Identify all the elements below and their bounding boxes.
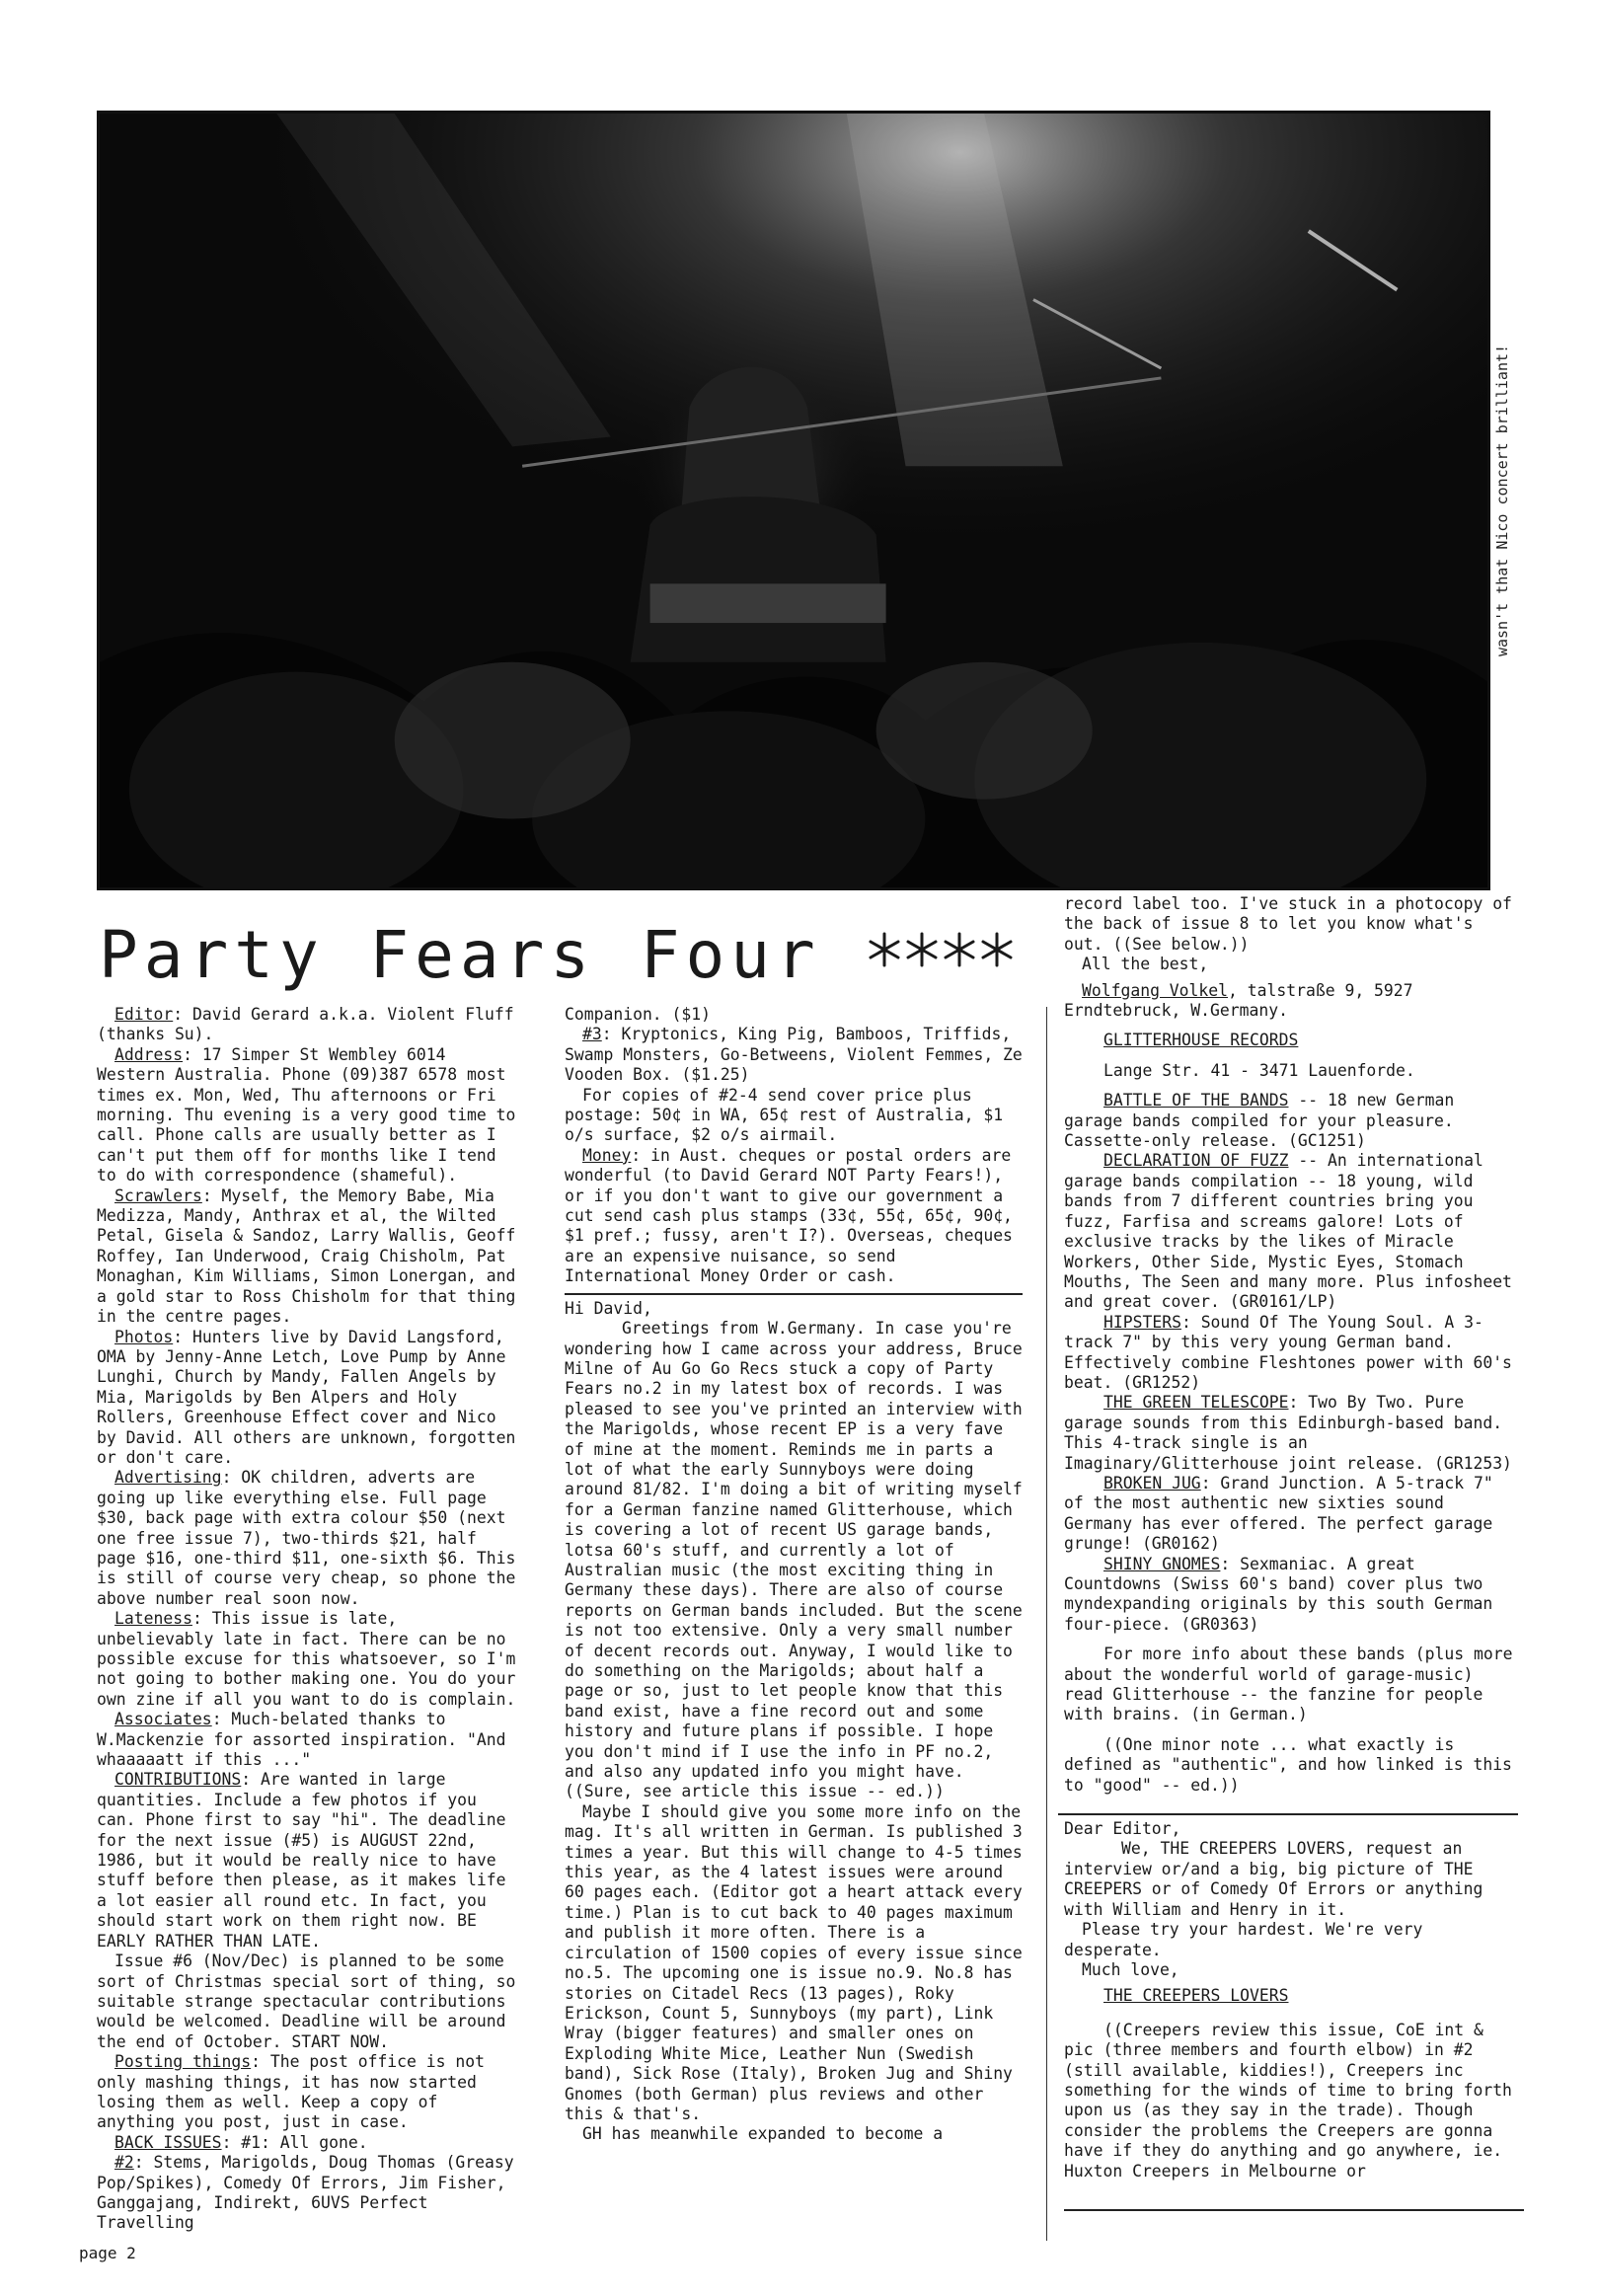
info-paragraph [97,1710,523,1770]
info-paragraph [97,2052,523,2133]
info-text: : Are wanted in large quantities. Include a few photos if you can. Phone first to say "hi". The deadline for the next issue (#5) is AUGUST 22nd, 1986, but it would be really nice to have stuff before then please, as it makes life a lot easier all round etc. In fact, you should start work on them right now. BE EARLY RATHER THAN LATE. [97,1770,506,1951]
release-entry [1064,1393,1518,1474]
bottom-rule [1064,2209,1524,2211]
release-entry [1064,1091,1518,1151]
spacer [1064,1021,1518,1031]
back-issue-text: For copies of #2-4 send cover price plus postage: 50¢ in WA, 65¢ rest of Australia, $1 o/s surface, $2 o/s airmail. [565,1085,1004,1145]
release-entry [1064,1151,1518,1312]
column-divider [1046,1007,1047,2241]
release-text: -- An international garage bands compilation -- 18 young, wild bands from 7 different countries bring you fuzz, Farfisa and screams galore! Lots of exclusive tracks by the likes of Miracle Workers, Other Side, Mystic Eyes, Stomach Mouths, The Seen and many more. Plus infosheet and great cover. (GR0161/LP) [1064,1151,1512,1312]
signature-address: , talstraße 9, 5927 Erndtebruck, W.Germany. [1064,980,1413,1021]
release-text: : Grand Junction. A 5-track 7" of the most authentic new sixties sound Germany has ever offered. The perfect garage grunge! (GR0162) [1064,1473,1493,1554]
back-issue-paragraph [565,1005,1023,1025]
column-glitterhouse-and-letters [1064,894,1518,2181]
release-text: : Sexmaniac. A great Countdowns (Swiss 60's band) cover plus two myndexpanding originals by this south German four-piece. (GR0363) [1064,1554,1493,1634]
info-text: Issue #6 (Nov/Dec) is planned to be some sort of Christmas special sort of thing, so suitable strange spectacular contributions would be welcomed. Deadline will be around the end of October. START NOW. [97,1952,516,2051]
info-paragraph [97,2153,523,2234]
spacer [1064,1081,1518,1091]
column-back-issues-and-letter [565,1005,1023,2145]
release-title: BROKEN JUG [1103,1473,1201,1492]
section-rule [565,1293,1023,1295]
info-paragraph [97,1186,523,1328]
label-name: GLITTERHOUSE RECORDS [1103,1031,1299,1050]
spacer [1064,1796,1518,1805]
spacer [1064,1725,1518,1735]
rating-stars [867,922,1015,977]
spacer [1064,1635,1518,1645]
signature-name: Wolfgang Volkel [1082,980,1229,1000]
info-text: : OK children, adverts are going up like everything else. Full page $30, back page with extra colour $50 (next one free issue 7), two-thirds $21, half page $16, one-third $11, one-sixth $6. This is still of course very cheap, so phone the above number real soon now. [97,1468,516,1608]
page-number: page 2 [79,2244,136,2262]
letter-paragraph: Maybe I should give you some more info on the mag. It's all written in German. Is published 3 times a year. But this will change to 4-5 times this year, as the 4 latest issues were around 60 pages each. (Editor got a heart attack every time.) Plan is to cut back to 40 pages maximum and publish it more often. There is a circulation of 1500 copies of every issue since no.5. The upcoming one is issue no.9. No.8 has stories on Citadel Recs (13 pages), Roky Erickson, Count 5, Sunnyboys (my part), Link Wray (bigger features) and smaller ones on Exploding White Mice, Leather Nun (Swedish band), Sick Rose (Italy), Broken Jug and Shiny Gnomes (both German) plus reviews and other this & that's. [565,1801,1023,2123]
back-issue-paragraph [565,1086,1023,1146]
back-issue-label: #3 [582,1025,602,1044]
nico-concert-photo-image [100,114,1487,887]
info-text: : Myself, the Memory Babe, Mia Medizza, Mandy, Anthrax et al, the Wilted Petal, Gisela & Sandoz, Larry Wallis, Geoff Roffey, Ian Underwood, Craig Chisholm, Pat Monaghan, Kim Williams, Simon Lonergan, and a gold star to Ross Chisholm for that thing in the centre pages. [97,1186,516,1327]
letter-paragraph: THE CREEPERS LOVERS [1103,1986,1289,2006]
info-text: : Stems, Marigolds, Doug Thomas (Greasy Pop/Spikes), Comedy Of Errors, Jim Fisher, Ganggajang, Indirekt, 6UVS Perfect Travelling [97,2153,514,2233]
label-address: Lange Str. 41 - 3471 Lauenforde. [1103,1060,1415,1080]
info-paragraph [97,1005,523,1045]
page-title: Party Fears Four [99,917,821,993]
info-text: : David Gerard a.k.a. Violent Fluff (thanks Su). [97,1005,514,1044]
info-paragraph [97,1468,523,1609]
info-label: Advertising [114,1468,222,1488]
letter-paragraph: GH has meanwhile expanded to become a [582,2124,944,2144]
back-issue-paragraph [565,1146,1023,1287]
info-paragraph [97,1609,523,1710]
info-text: : 17 Simper St Wembley 6014 Western Australia. Phone (09)387 6578 most times ex. Mon, Wed, Thu afternoons or Fri morning. Thu evening is a very good time to call. Phone calls are usually better as I can't put them off for months like I tend to do with correspondence (shameful). [97,1044,516,1186]
info-label: Posting things [114,2052,252,2072]
release-title: DECLARATION OF FUZZ [1103,1151,1289,1171]
info-text: : Hunters live by David Langsford, OMA by Jenny-Anne Letch, Love Pump by Anne Lunghi, Church by Mandy, Fallen Angels by Mia, Marigolds by Ben Alpers and Holy Rollers, Greenhouse Effect cover and Nico by David. All others are unknown, forgotten or don't care. [97,1327,516,1467]
release-title: BATTLE OF THE BANDS [1103,1091,1289,1110]
release-title: HIPSTERS [1103,1312,1181,1332]
letter-paragraph: ((Creepers review this issue, CoE int & pic (three members and fourth elbow) in #2 (still available, kiddies!), Creepers inc something for the winds of time to bring forth upon us (as they say in the trade). Though consider the problems the Creepers are gonna have if they do anything and go anywhere, ie. Huxton Creepers in Melbourne or [1064,2020,1512,2181]
info-text: : The post office is not only mashing things, it has now started losing them as well. Keep a copy of anything you post, just in case. [97,2052,485,2132]
letter-paragraph: Much love, [1082,1959,1179,1979]
release-text: : Sound Of The Young Soul. A 3-track 7" by this very young German band. Effectively combine Fleshtones power with 60's beat. (GR1252) [1064,1312,1512,1392]
back-issue-text: : in Aust. cheques or postal orders are wonderful (to David Gerard NOT Party Fears!), or if you don't want to give our government a cut send cash plus stamps (33¢, 55¢, 65¢, 90¢, $1 pref.; fussy, aren't I?). Overseas, cheques are an expensive nuisance, so send International Money Order or cash. [565,1145,1013,1286]
release-entry [1064,1474,1518,1555]
letter-paragraph: record label too. I've stuck in a photocopy of the back of issue 8 to let you know what's out. ((See below.)) [1064,894,1512,954]
info-paragraph [97,1952,523,2052]
letter-paragraph: For more info about these bands (plus more about the wonderful world of garage-music) read Glitterhouse -- the fanzine for people with brains. (in German.) [1064,1645,1513,1724]
info-paragraph [97,1770,523,1952]
letter-paragraph: ((One minor note ... what exactly is defined as "authentic", and how linked is this to "good" -- ed.)) [1064,1734,1512,1795]
letter-paragraph: All the best, [1082,955,1209,974]
release-title: SHINY GNOMES [1103,1554,1221,1573]
concert-photo [97,111,1490,890]
letter-signature [1064,981,1518,1022]
info-text: : #1: All gone. [221,2132,368,2152]
spacer [1064,1051,1518,1061]
info-paragraph [97,1328,523,1469]
info-label: BACK ISSUES [114,2132,222,2152]
photo-caption: wasn't that Nico concert brilliant! [1493,344,1511,657]
release-text: : Two By Two. Pure garage sounds from this Edinburgh-based band. This 4-track single is an Imaginary/Glitterhouse joint release. (GR1253) [1064,1393,1512,1473]
release-entry [1064,1555,1518,1636]
section-rule [1058,1813,1518,1815]
info-label: CONTRIBUTIONS [114,1770,242,1790]
letter-paragraph: We, THE CREEPERS LOVERS, request an interview or/and a big, big picture of THE CREEPERS or of Comedy Of Errors or anything with William and Henry in it. [1064,1839,1483,1919]
info-label: Address [114,1044,184,1064]
back-issue-text: Companion. ($1) [565,1005,712,1024]
info-text: : This issue is late, unbelievably late in fact. There can be no possible excuse for this whatsoever, so I'm not going to bother making one. You do your own zine if all you want to do is complain. [97,1609,516,1709]
back-issue-label: Money [582,1145,632,1165]
release-title: THE GREEN TELESCOPE [1103,1393,1289,1413]
info-label: Associates [114,1710,212,1729]
info-label: #2 [114,2153,134,2173]
back-issue-paragraph [565,1025,1023,1085]
back-issue-text: : Kryptonics, King Pig, Bamboos, Triffids, Swamp Monsters, Go-Betweens, Violent Femmes, Ze Vooden Box. ($1.25) [565,1025,1023,1085]
letter-salutation: Dear Editor, [1064,1819,1181,1839]
info-label: Editor [114,1005,174,1024]
info-label: Scrawlers [114,1186,202,1205]
info-text: : Much-belated thanks to W.Mackenzie for assorted inspiration. "And whaaaaatt if this ..." [97,1710,506,1770]
info-label: Photos [114,1327,174,1346]
info-paragraph [97,1045,523,1186]
letter-paragraph: Greetings from W.Germany. In case you're wondering how I came across your address, Bruce Milne of Au Go Go Recs stuck a copy of Party Fears no.2 in my latest box of records. I was pleased to see you've printed an interview with the Marigolds, whose recent EP is a very fave of mine at the moment. Reminds me in parts a lot of what the early Sunnyboys were doing around 81/82. I'm doing a bit of writing myself for a German fanzine named Glitterhouse, which is covering a lot of recent US garage bands, lotsa 60's stuff, and currently a lot of Australian music (the most exciting thing in Germany these days). There are also of course reports on German bands included. But the scene is not too extensive. Only a very small number of decent records out. Anyway, I would like to do something on the Marigolds; about half a page or so, just to let people know that this band exist, have a fine record out and some history and future plans if possible. I hope you don't mind if I use the info in PF no.2, and also any updated info you might have. ((Sure, see article this issue -- ed.)) [565,1319,1023,1801]
column-editorial-info [97,1005,523,2234]
letter-paragraph: Please try your hardest. We're very desperate. [1064,1920,1423,1959]
letter-salutation: Hi David, [565,1298,652,1318]
release-entry [1064,1313,1518,1394]
info-label: Lateness [114,1609,192,1629]
info-paragraph [97,2133,523,2153]
release-text: -- 18 new German garage bands compiled for your pleasure. Cassette-only release. (GC1251) [1064,1091,1455,1151]
